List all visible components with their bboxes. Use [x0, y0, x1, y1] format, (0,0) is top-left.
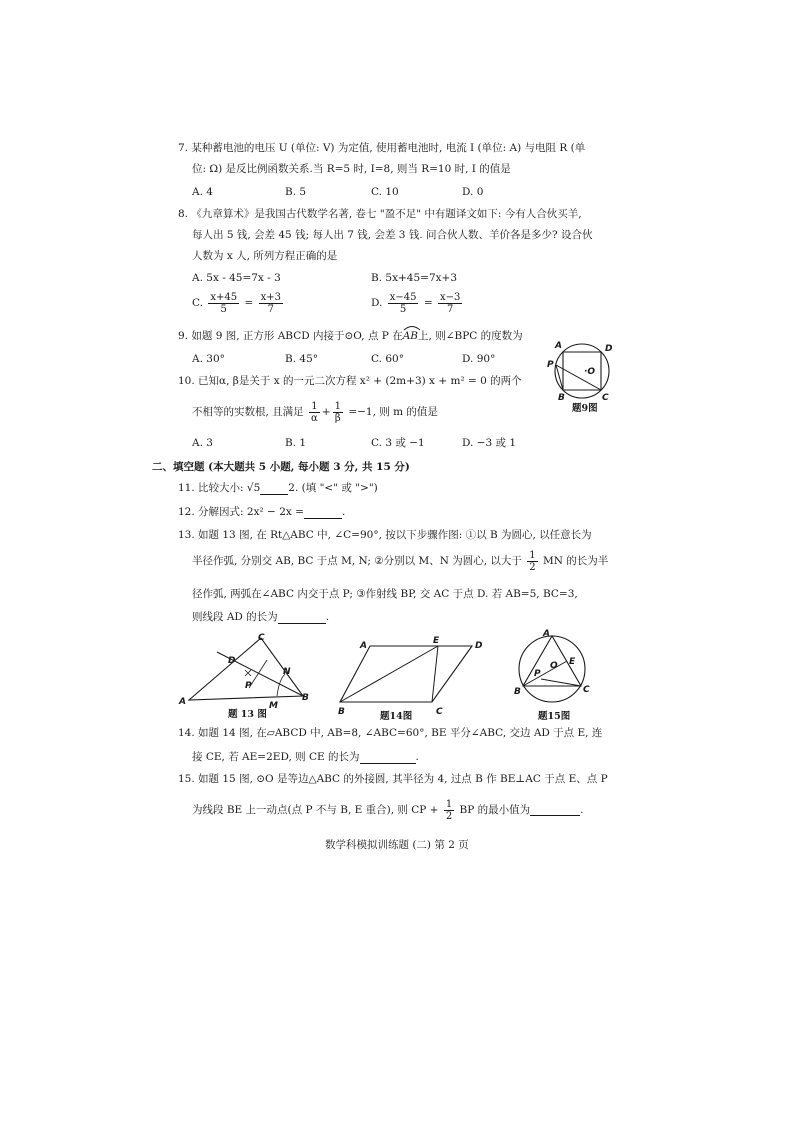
- q13-frac-half: [527, 550, 537, 573]
- frac-denominator: α: [311, 413, 318, 424]
- q8-option-d-frac1: [388, 292, 419, 315]
- q7-option-c: C. 10: [371, 186, 399, 198]
- parallelogram-abcd: [340, 646, 472, 702]
- q10-frac-alpha: [309, 401, 320, 424]
- q9-option-a: A. 30°: [192, 353, 225, 365]
- q15-line1: 15. 如题 15 图, ⊙O 是等边△ABC 的外接圆, 其半径为 4, 过点 B 作 BE⊥AC 于点 E、点 P: [178, 773, 608, 785]
- q13-line1: 13. 如题 13 图, 在 Rt△ABC 中, ∠C=90°, 按以下步骤作图: ①以 B 为圆心, 以任意长为: [178, 529, 592, 541]
- q8-line2: 每人出 5 钱, 会差 45 钱; 每人出 7 钱, 会差 3 钱. 问合伙人数、羊价各是多少? 设合伙: [192, 229, 593, 241]
- fig15-label-e: E: [569, 657, 576, 667]
- frac-numerator: x+45: [210, 292, 238, 303]
- q12-post: .: [341, 506, 346, 518]
- q13-line4-pre: 则线段 AD 的长为: [192, 611, 278, 623]
- q9-arc-ab: [403, 329, 418, 343]
- arc-mark: [249, 660, 267, 688]
- q10-option-b: B. 1: [285, 437, 307, 449]
- fig13-label-d: D: [228, 656, 236, 666]
- fig9-caption: 题9图: [572, 403, 598, 414]
- fig9-label-p: P: [547, 360, 554, 370]
- fig9-label-c: C: [602, 393, 609, 403]
- q11-pre: 11. 比较大小: √5: [178, 482, 261, 494]
- q8-line3: 人数为 x 人, 所列方程正确的是: [192, 250, 338, 262]
- q10-frac-beta: [333, 401, 343, 424]
- q10-line1: 10. 已知α, β是关于 x 的一元二次方程 x² + (2m+3) x + m² = 0 的两个: [178, 375, 522, 387]
- frac-numerator: x−3: [439, 292, 461, 303]
- fig15-label-o: O: [550, 661, 558, 671]
- fig14-label-a: A: [360, 641, 367, 651]
- q13-answer-blank[interactable]: [278, 623, 326, 624]
- frac-denominator: 7: [446, 304, 454, 315]
- fig15-label-a: A: [543, 629, 550, 639]
- plus-sign: +: [321, 406, 331, 418]
- q15-answer-blank[interactable]: [530, 805, 580, 816]
- q10-option-d: D. −3 或 1: [462, 437, 517, 449]
- fig14-label-b: B: [338, 707, 345, 716]
- q10-line2-pre: 不相等的实数根, 且满足: [192, 406, 304, 418]
- fig9-label-d: D: [605, 344, 613, 354]
- q9-stem: [178, 329, 523, 343]
- q7-option-a: A. 4: [192, 186, 213, 198]
- q9-stem-pre: 9. 如题 9 图, 正方形 ABCD 内接于⊙O, 点 P 在: [178, 330, 403, 342]
- q11: [178, 481, 378, 495]
- q15-line2-post: BP 的最小值为: [459, 804, 531, 816]
- frac-denominator: 7: [267, 304, 274, 315]
- fig13-label-b: B: [302, 693, 309, 703]
- figure-13: [175, 630, 315, 710]
- fig13-caption: 题 13 图: [228, 709, 267, 720]
- segment-ce: [432, 646, 438, 702]
- frac-numerator: 1: [445, 799, 453, 810]
- fig13-label-c: C: [258, 633, 265, 643]
- q14-line2-post: .: [415, 751, 419, 763]
- fig14-caption: 题14图: [380, 711, 413, 722]
- frac-denominator: β: [334, 413, 341, 424]
- q8-option-b: B. 5x+45=7x+3: [371, 272, 458, 284]
- q14-line1: 14. 如题 14 图, 在▱ABCD 中, AB=8, ∠ABC=60°, BE 平分∠ABC, 交边 AD 于点 E, 连: [178, 727, 603, 739]
- q8-option-c-label: C.: [192, 297, 203, 309]
- q9-option-c: C. 60°: [371, 353, 404, 365]
- q10-option-c: C. 3 或 −1: [371, 437, 425, 449]
- equals-sign: =: [244, 297, 254, 309]
- frac-denominator: 2: [529, 562, 536, 573]
- section-2-title: 二、填空题 (本大题共 5 小题, 每小题 3 分, 共 15 分): [152, 461, 410, 473]
- frac-numerator: 1: [529, 550, 536, 561]
- q11-answer-blank[interactable]: [260, 494, 288, 495]
- fig13-label-a: A: [179, 697, 186, 707]
- square-abcd: [563, 352, 601, 390]
- fig9-label-b: B: [558, 393, 565, 403]
- q8-option-d: [371, 292, 464, 315]
- frac-numerator: x+3: [260, 292, 281, 303]
- q7-option-b: B. 5: [285, 186, 307, 198]
- fig14-label-c: C: [436, 707, 443, 716]
- q13-line3: 径作弧, 两弧在∠ABC 内交于点 P; ③作射线 BP, 交 AC 于点 D. 若 AB=5, BC=3,: [192, 588, 578, 600]
- q10-line2-post: =−1, 则 m 的值是: [348, 406, 438, 418]
- q13-line4-post: .: [325, 611, 330, 623]
- segment-cp: [541, 679, 581, 686]
- fig15-caption: 题15图: [538, 711, 571, 722]
- fig13-label-m: M: [269, 701, 278, 710]
- q13-line4: [192, 610, 329, 624]
- q9-stem-post: 上, 则∠BPC 的度数为: [418, 330, 523, 342]
- q9-arc-label: AB: [402, 330, 419, 342]
- frac-numerator: 1: [334, 401, 341, 412]
- q13-line2-pre: 半径作弧, 分别交 AB, BC 于点 M, N; ②分别以 M、N 为圆心, 以大于: [192, 555, 522, 567]
- q9-option-d: D. 90°: [462, 353, 496, 365]
- q7-option-d: D. 0: [462, 186, 484, 198]
- fig9-label-a: A: [555, 341, 562, 351]
- fig15-label-b: B: [514, 687, 521, 697]
- q13-line2-post: MN 的长为半: [543, 555, 609, 567]
- q8-option-c-frac2: [259, 292, 283, 315]
- q15-frac-half: [444, 799, 454, 822]
- frac-numerator: x−45: [389, 292, 417, 303]
- q15-line2-pre: 为线段 BE 上一动点(点 P 不与 B, E 重合), 则 CP +: [192, 804, 439, 816]
- arc-symbol-icon: [403, 325, 421, 331]
- fig9-label-o: ·O: [584, 367, 596, 377]
- fig13-label-n: N: [283, 667, 291, 677]
- fig14-label-d: D: [475, 641, 483, 651]
- q8-option-a: A. 5x - 45=7x - 3: [192, 272, 281, 284]
- q12-answer-blank[interactable]: [304, 518, 342, 519]
- q13-line2: [192, 550, 608, 573]
- q10-line2: [192, 401, 438, 424]
- q7-line1: 7. 某种蓄电池的电压 U (单位: V) 为定值, 使用蓄电池时, 电流 I (单位: A) 与电阻 R (单: [178, 142, 586, 154]
- q8-line1: 8. 《九章算术》是我国古代数学名著, 卷七 "盈不足" 中有题译文如下: 今有人合伙买羊,: [178, 208, 582, 220]
- q15-line2-end: .: [580, 804, 584, 816]
- figure-14: [330, 632, 490, 716]
- q8-option-c-frac1: [208, 292, 239, 315]
- q14-line2: [192, 750, 419, 764]
- frac-numerator: 1: [309, 401, 320, 413]
- fig15-label-p: P: [534, 669, 541, 679]
- figure-15: [508, 624, 598, 708]
- q8-option-c: [192, 292, 285, 315]
- frac-denominator: 5: [399, 304, 407, 315]
- intersection-mark: [245, 670, 251, 676]
- fig13-label-p: P: [245, 681, 252, 691]
- fig15-label-c: C: [583, 685, 590, 695]
- q14-answer-blank[interactable]: [360, 763, 416, 764]
- q14-line2-pre: 接 CE, 若 AE=2ED, 则 CE 的长为: [192, 751, 360, 763]
- q10-option-a: A. 3: [192, 437, 213, 449]
- q12-pre: 12. 分解因式: 2x² − 2x =: [178, 506, 304, 518]
- q7-line2: 位: Ω) 是反比例函数关系.当 R=5 时, I=8, 则当 R=10 时, I 的值是: [192, 163, 511, 175]
- q11-post: 2. (填 "<" 或 ">"): [288, 482, 378, 494]
- equals-sign: =: [423, 297, 433, 309]
- q8-option-d-label: D.: [371, 297, 383, 309]
- q15-line2: [192, 799, 584, 822]
- frac-denominator: 5: [220, 304, 227, 315]
- q8-option-d-frac2: [438, 292, 462, 315]
- q12: [178, 505, 345, 519]
- fig14-label-e: E: [433, 636, 440, 646]
- frac-denominator: 2: [445, 811, 453, 822]
- q9-option-b: B. 45°: [285, 353, 319, 365]
- page-footer: 数学科模拟训练题 (二) 第 2 页: [325, 839, 469, 851]
